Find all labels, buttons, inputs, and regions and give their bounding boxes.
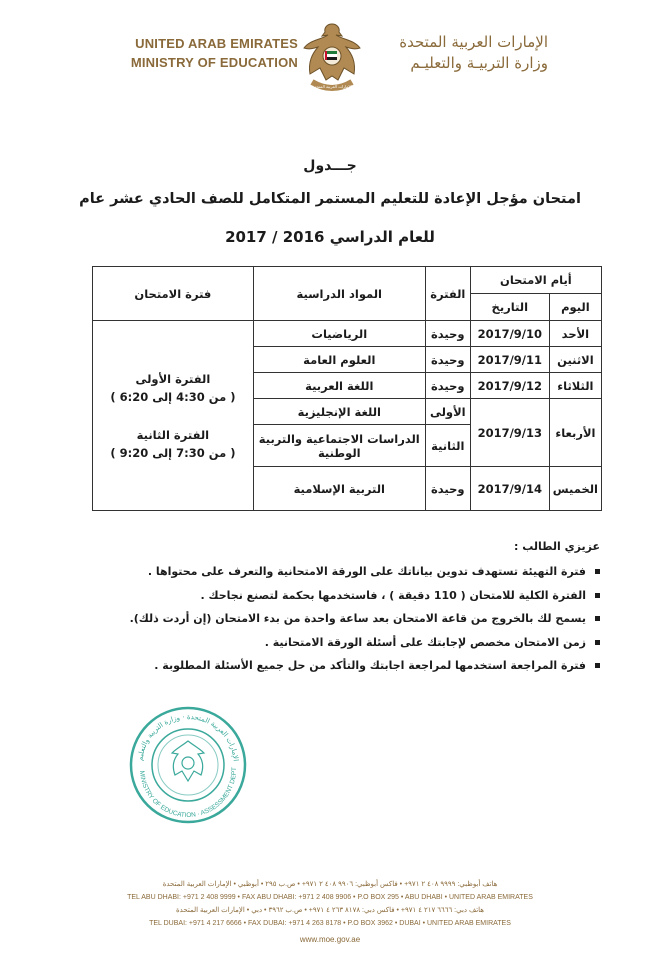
second-period-time: ( من 7:30 إلى 9:20 ) (110, 445, 236, 460)
list-item (60, 588, 600, 612)
day-cell: الأحد (549, 321, 601, 347)
note-text: يسمح لك بالخروج من قاعة الامتحان بعد ساعة واحدة من بدء الامتحان (إن أردت ذلك). (129, 612, 586, 625)
country-name-ar: الإمارات العربية المتحدة (399, 33, 548, 51)
day-cell: الاثنين (549, 347, 601, 373)
notes-list (60, 564, 600, 682)
ministry-name-ar: وزارة التربيـة والتعليـم (410, 54, 548, 72)
day-cell: الأربعاء (549, 399, 601, 467)
list-item (60, 635, 600, 659)
header-date: التاريخ (470, 294, 549, 321)
date-cell: 2017/9/12 (470, 373, 549, 399)
day-cell: الثلاثاء (549, 373, 601, 399)
period-cell: وحيدة (425, 321, 470, 347)
table-row (93, 321, 602, 347)
footer-website[interactable]: www.moe.gov.ae (299, 935, 361, 944)
header-subjects: المواد الدراسية (253, 267, 425, 321)
ministry-name-english (118, 34, 298, 72)
period-cell: وحيدة (425, 373, 470, 399)
stamp-english-text: MINISTRY OF EDUCATION · ASSESSMENT DEPT (137, 767, 239, 820)
footer-dubai-ar: هاتف دبي: ٦٦٦٦ ٢١٧ ٤ ٩٧١+ • فاكس دبي: ٨١٧٨ ٢٦٣ ٤ ٩٧١+ • ص.ب ٣٩٦٢ • دبي • الإمارات العربية المتحدة (176, 907, 484, 914)
header-day: اليوم (549, 294, 601, 321)
period-cell: وحيدة (425, 467, 470, 511)
footer-dubai-en: TEL DUBAI: +971 4 217 6666 • FAX DUBAI: +971 4 263 8178 • P.O BOX 3962 • DUBAI • UNITED ARAB EMIRATES (149, 920, 511, 927)
document-title: جـــدول (303, 158, 357, 174)
bullet-icon (595, 640, 600, 645)
day-cell: الخميس (549, 467, 601, 511)
date-cell: 2017/9/11 (470, 347, 549, 373)
bullet-icon (595, 616, 600, 621)
header-exam-period: فترة الامتحان (93, 267, 254, 321)
country-name-en: UNITED ARAB EMIRATES (135, 36, 298, 51)
footer-abudhabi-en: TEL ABU DHABI: +971 2 408 9999 • FAX ABU DHABI: +971 2 408 9906 • P.O BOX 295 • ABU DHABI • UNITED ARAB EMIRATES (127, 894, 533, 901)
subject-cell: العلوم العامة (253, 347, 425, 373)
bullet-icon (595, 569, 600, 574)
first-period-label: الفترة الأولى (135, 371, 211, 386)
assessment-stamp (128, 705, 248, 825)
date-cell: 2017/9/13 (470, 399, 549, 467)
subject-cell: الرياضيات (253, 321, 425, 347)
stamp-arabic-text: الإمارات العربية المتحدة · وزارة التربية والتعليم (136, 712, 240, 762)
first-period-time: ( من 4:30 إلى 6:20 ) (110, 389, 236, 404)
document-subtitle: امتحان مؤجل الإعادة للتعليم المستمر المتكامل للصف الحادي عشر عام (79, 191, 581, 207)
list-item (60, 658, 600, 682)
note-text: فترة التهيئة تستهدف تدوين بياناتك على الورقة الامتحانية والتعرف على محتواها . (147, 565, 586, 578)
subject-cell: اللغة الإنجليزية (253, 399, 425, 425)
note-text: فترة المراجعة استخدمها لمراجعة اجابتك والتأكد من حل جميع الأسئلة المطلوبة . (154, 659, 586, 672)
uae-emblem-logo (300, 18, 364, 98)
exam-schedule-table (92, 266, 602, 511)
period-cell: وحيدة (425, 347, 470, 373)
period-cell: الثانية (425, 425, 470, 467)
bullet-icon (595, 593, 600, 598)
date-cell: 2017/9/14 (470, 467, 549, 511)
emblem-scroll-text: الإمارات العربية المتحدة (312, 84, 352, 89)
header-exam-days: أيام الامتحان (470, 267, 601, 294)
note-text: زمن الامتحان مخصص لإجابتك على أسئلة الورقة الامتحانية . (264, 635, 586, 649)
list-item (60, 611, 600, 635)
period-cell: الأولى (425, 399, 470, 425)
ministry-name-en: MINISTRY OF EDUCATION (130, 55, 298, 70)
subject-cell: الدراسات الاجتماعية والتربية الوطنية (253, 425, 425, 467)
subject-cell: التربية الإسلامية (253, 467, 425, 511)
subject-cell: اللغة العربية (253, 373, 425, 399)
bullet-icon (595, 663, 600, 668)
list-item (60, 564, 600, 588)
footer-abudhabi-ar: هاتف أبوظبي: ٩٩٩٩ ٤٠٨ ٢ ٩٧١+ • فاكس أبوظبي: ٩٩٠٦ ٤٠٨ ٢ ٩٧١+ • ص.ب ٢٩٥ • أبوظبي • الإمارات العربية المتحدة (162, 881, 498, 888)
note-text: الفترة الكلية للامتحان ( 110 دقيقة ) ، فاستخدمها بحكمة لتصنع نجاحك . (200, 588, 586, 602)
second-period-label: الفترة الثانية (136, 427, 210, 442)
header-period: الفترة (425, 267, 470, 321)
academic-year: للعام الدراسي 2016 / 2017 (225, 228, 435, 246)
ministry-name-arabic (378, 32, 548, 74)
exam-periods-cell (93, 321, 254, 511)
date-cell: 2017/9/10 (470, 321, 549, 347)
notes-greeting: عزيزي الطالب : (514, 540, 600, 553)
